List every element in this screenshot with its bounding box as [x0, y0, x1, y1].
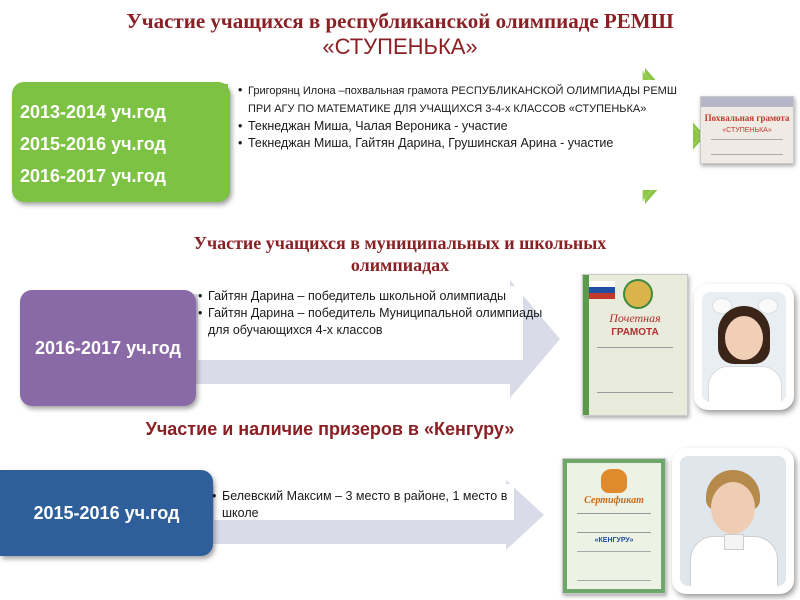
section3-year: 2015-2016 уч.год — [33, 502, 180, 523]
collar — [724, 534, 744, 550]
section2-year-box — [20, 290, 196, 406]
section3-student-photo — [672, 448, 794, 594]
section2-certificate-text-bottom: ГРАМОТА — [611, 327, 659, 338]
section2-bullet-2 — [198, 305, 543, 339]
section1-year-3: 2016-2017 уч.год — [20, 166, 166, 186]
certificate-header-band — [701, 97, 793, 107]
section2-title — [40, 232, 760, 276]
section2-certificate-text-top: Почетная — [609, 311, 661, 325]
section2-title-line2: олимпиадах — [350, 255, 450, 275]
section1-bullet-1-text: Григорянц Илона –похвальная грамота РЕСПУБЛИКАНСКОЙ ОЛИМПИАДЫ РЕМШ ПРИ АГУ ПО МАТЕМАТИКЕ ДЛЯ УЧАЩИХСЯ 3-4-х КЛАССОВ «СТУПЕНЬКА» — [248, 85, 677, 115]
certificate-lines — [711, 139, 783, 155]
section1-title — [40, 8, 760, 60]
face — [711, 482, 755, 534]
section2-certificate — [582, 274, 688, 416]
section3-bullet-1 — [212, 488, 512, 522]
section3-certificate-text: Сертификат — [584, 495, 644, 506]
section1-certificate-text: Похвальная грамота — [704, 113, 790, 123]
kangaroo-icon — [601, 469, 627, 493]
section1-year-2: 2015-2016 уч.год — [20, 134, 166, 154]
section2-year: 2016-2017 уч.год — [35, 337, 181, 358]
certificate-lines — [597, 347, 673, 393]
section2-bullet-1-text: Гайтян Дарина – победитель школьной олимпиады — [208, 289, 507, 303]
certificate-emblem-icon — [623, 279, 653, 309]
shirt — [708, 366, 782, 402]
section2-student-photo — [694, 284, 794, 410]
certificate-flag — [589, 281, 615, 299]
section1-bullets — [238, 82, 688, 152]
section1-certificate — [700, 96, 794, 164]
section1-year-box — [12, 82, 230, 202]
section3-bullet-1-text: Белевский Максим – 3 место в районе, 1 место в школе — [222, 489, 508, 520]
section2-bullet-2-text: Гайтян Дарина – победитель Муниципальной олимпиады для обучающихся 4-х классов — [208, 306, 543, 337]
section1-certificate-stamp: «СТУПЕНЬКА» — [722, 127, 772, 134]
section2-bullet-1 — [198, 288, 543, 305]
section1-title-line1: Участие учащихся в республиканской олимпиаде РЕМШ — [126, 9, 674, 33]
photo-background — [702, 292, 786, 402]
certificate-lines — [577, 513, 651, 533]
section1-bullet-1 — [238, 82, 688, 118]
section2-title-line1: Участие учащихся в муниципальных и школьных — [193, 233, 607, 253]
section3-title — [60, 418, 600, 440]
section3-certificate-stamp: «КЕНГУРУ» — [594, 537, 634, 544]
certificate-lines — [577, 551, 651, 581]
section1-bullet-3-text: Текнеджан Миша, Гайтян Дарина, Грушинская Арина - участие — [248, 136, 614, 150]
section3-year-box — [0, 470, 213, 556]
face — [725, 316, 763, 360]
section1-bullet-2 — [238, 118, 688, 135]
section3-bullets — [212, 488, 512, 522]
certificate-border-decoration — [583, 275, 589, 415]
section1-title-line2: «СТУПЕНЬКА» — [322, 34, 478, 59]
section1-bullet-2-text: Текнеджан Миша, Чалая Вероника - участие — [248, 119, 508, 133]
section1-year-1: 2013-2014 уч.год — [20, 102, 166, 122]
photo-background — [680, 456, 786, 586]
section1-bullet-3 — [238, 135, 688, 152]
section2-bullets — [198, 288, 543, 339]
section3-certificate — [562, 458, 666, 594]
section3-title-text: Участие и наличие призеров в «Кенгуру» — [145, 419, 515, 439]
